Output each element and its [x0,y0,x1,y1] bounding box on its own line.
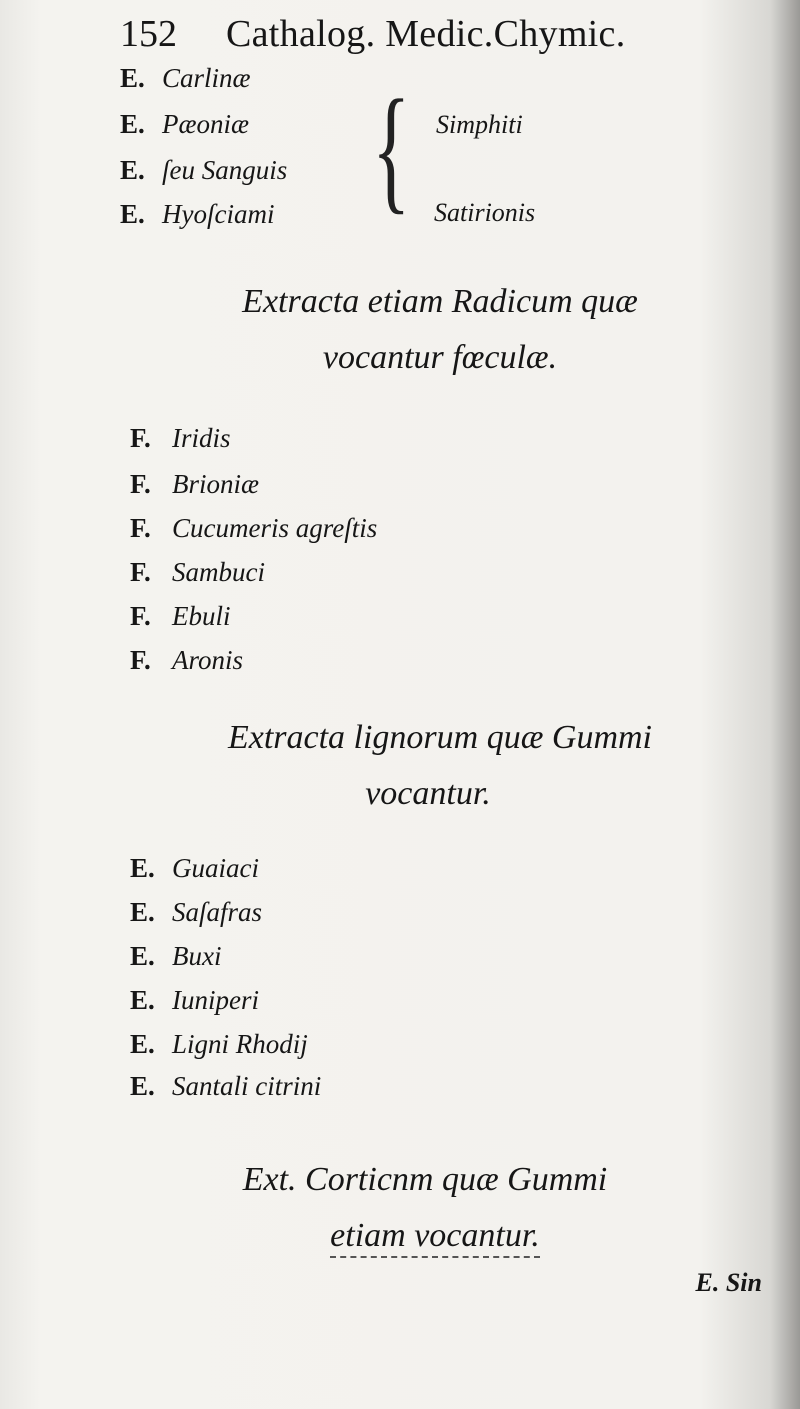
entry-name: Buxi [172,941,222,971]
entry-name: Cucumeris agreſtis [172,513,378,543]
bracket-item: Simphiti [436,110,523,139]
entry-letter: F. [130,645,151,675]
list-item [130,1028,308,1060]
entry-name: Guaiaci [172,853,259,883]
list-item [120,198,274,230]
entry-name: Pæoniæ [162,109,250,139]
entry-name: Carlinæ [162,63,251,93]
list-item [130,852,259,884]
entry-name: Ebuli [172,601,231,631]
entry-letter: E. [130,853,155,883]
section-heading: vocantur. [365,775,491,812]
list-item [120,154,287,186]
list-item [130,422,231,454]
entry-name: Hyoſciami [162,199,275,229]
entry-name: ſeu Sanguis [162,155,288,185]
entry-name: Santali citrini [172,1071,322,1101]
entry-name: Saſafras [172,897,263,927]
catchword: E. Sin [695,1268,762,1297]
entry-letter: E. [120,63,145,93]
entry-letter: F. [130,557,151,587]
entry-name: Sambuci [172,557,265,587]
section-heading-underlined: etiam vocantur. [330,1217,540,1258]
list-item [130,512,377,544]
entry-letter: F. [130,423,151,453]
entry-name: Brioniæ [172,469,260,499]
list-item [130,984,259,1016]
entry-letter: E. [120,109,145,139]
section-heading [35,1216,800,1256]
section-heading: Extracta lignorum quæ Gummi [227,719,653,756]
entry-letter: F. [130,601,151,631]
list-item [130,556,265,588]
section-heading: vocantur fœculæ. [322,339,558,376]
running-title: Cathalog. Medic.Chymic. [226,13,626,55]
entry-letter: F. [130,513,151,543]
list-item [130,940,221,972]
entry-letter: E. [130,941,155,971]
entry-name: Iuniperi [172,985,259,1015]
bracket-item: Satirionis [434,198,536,227]
entry-letter: E. [120,155,145,185]
entry-letter: E. [130,1071,155,1101]
list-item [130,1070,321,1102]
list-item [120,108,249,140]
section-heading: Extracta etiam Radicum quæ [242,283,638,320]
entry-letter: E. [130,1029,155,1059]
entry-letter: F. [130,469,151,499]
entry-letter: E. [130,897,155,927]
section-heading: Ext. Corticnm quæ Gummi [242,1161,608,1198]
list-item [130,600,231,632]
entry-name: Aronis [172,645,244,675]
list-item [130,468,259,500]
entry-name: Iridis [172,423,231,453]
curly-brace-icon: { [372,73,411,227]
list-item [130,896,262,928]
entry-letter: E. [130,985,155,1015]
entry-name: Ligni Rhodij [172,1029,308,1059]
page-number: 152 [120,13,177,55]
list-item [130,644,243,676]
list-item [120,62,251,94]
entry-letter: E. [120,199,145,229]
